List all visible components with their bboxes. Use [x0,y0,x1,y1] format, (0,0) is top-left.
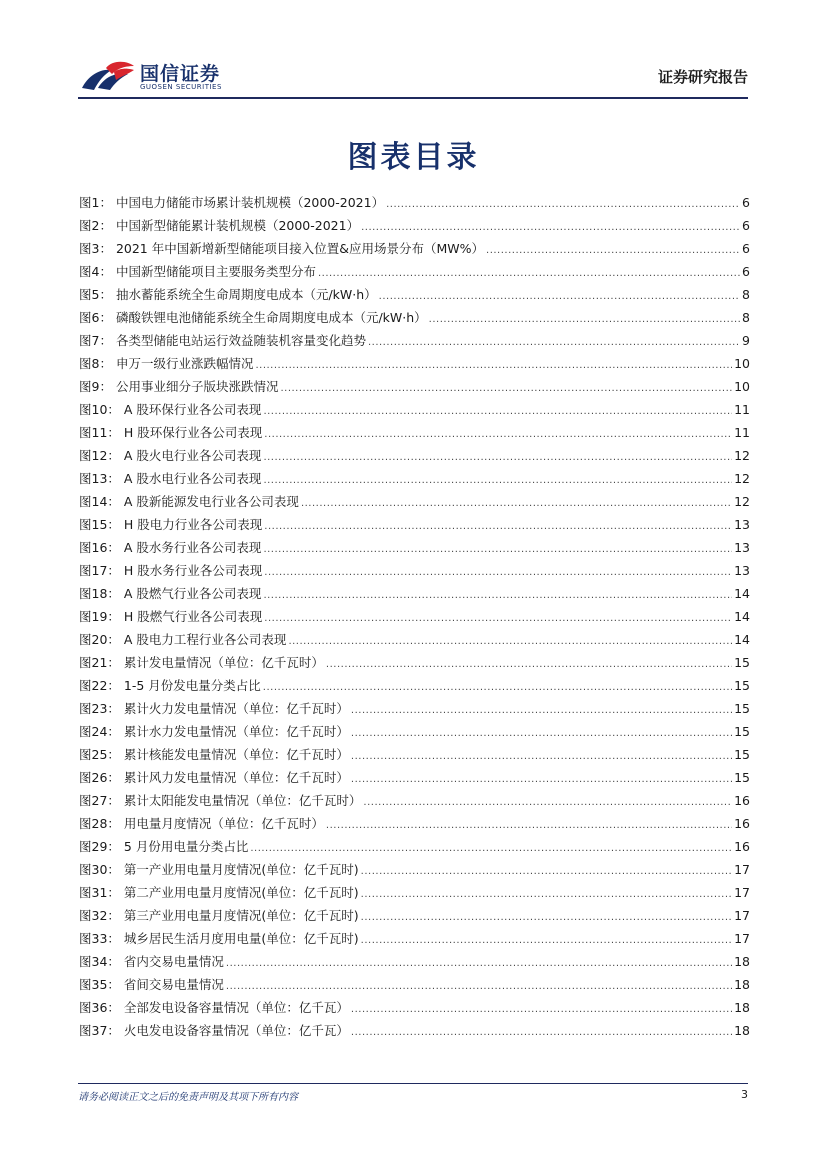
toc-entry-leader [318,268,740,279]
company-logo [78,56,238,96]
toc-entry-number: 图33： [79,931,120,946]
toc-entry[interactable] [79,653,750,676]
toc-entry-title: 中国新型储能累计装机规模（2000-2021） [115,218,360,233]
toc-entry-number: 图1： [79,195,112,210]
toc-entry-leader [250,843,732,854]
toc-entry-title: 累计水力发电量情况（单位：亿千瓦时） [123,724,349,739]
toc-entry[interactable] [79,423,750,446]
toc-entry-title: 公用事业细分子版块涨跌情况 [115,379,279,394]
footer-divider [78,1083,748,1084]
toc-entry-number: 图36： [79,1000,120,1015]
toc-entry-number: 图16： [79,540,120,555]
toc-entry-page: 16 [734,816,750,831]
toc-entry[interactable] [79,193,750,216]
toc-entry[interactable] [79,561,750,584]
toc-entry-number: 图37： [79,1023,120,1038]
toc-entry-leader [326,820,732,831]
toc-entry-title: 1-5 月份发电量分类占比 [123,678,261,693]
toc-entry-page: 14 [734,586,750,601]
toc-entry-leader [386,199,740,210]
toc-entry[interactable] [79,331,750,354]
toc-entry-leader [263,682,732,693]
toc-entry-page: 10 [734,356,750,371]
toc-entry-page: 6 [742,264,750,279]
toc-entry-title: 火电发电设备容量情况（单位：亿千瓦） [123,1023,349,1038]
toc-entry[interactable] [79,975,750,998]
toc-entry-number: 图14： [79,494,120,509]
toc-entry-page: 17 [734,885,750,900]
toc-entry-title: A 股水务行业各公司表现 [123,540,262,555]
toc-entry-title: 省内交易电量情况 [123,954,224,969]
toc-entry-title: A 股燃气行业各公司表现 [123,586,262,601]
toc-entry[interactable] [79,469,750,492]
toc-entry-page: 12 [734,448,750,463]
toc-entry-leader [429,314,740,325]
toc-entry-title: 磷酸铁锂电池储能系统全生命周期度电成本（元/kW·h） [115,310,427,325]
header-divider [78,97,748,99]
toc-entry[interactable] [79,768,750,791]
toc-entry-page: 15 [734,724,750,739]
toc-entry-number: 图18： [79,586,120,601]
page-title: 图表目录 [347,140,480,175]
toc-entry[interactable] [79,630,750,653]
toc-entry-leader [263,406,732,417]
toc-entry-page: 6 [742,195,750,210]
toc-entry-page: 16 [734,793,750,808]
toc-entry-number: 图8： [79,356,112,371]
toc-entry[interactable] [79,538,750,561]
toc-entry[interactable] [79,377,750,400]
toc-entry-title: 累计风力发电量情况（单位：亿千瓦时） [123,770,349,785]
toc-entry-leader [264,567,732,578]
toc-entry-leader [351,728,732,739]
toc-entry-number: 图32： [79,908,120,923]
toc-entry-number: 图12： [79,448,120,463]
toc-entry-page: 16 [734,839,750,854]
toc-entry-number: 图23： [79,701,120,716]
toc-entry-leader [351,705,732,716]
toc-entry-leader [379,291,740,302]
toc-entry-leader [351,1027,732,1038]
toc-entry-leader [264,429,732,440]
page-header [78,56,748,98]
toc-entry-title: 中国电力储能市场累计装机规模（2000-2021） [115,195,385,210]
toc-entry-page: 15 [734,678,750,693]
toc-entry-number: 图21： [79,655,120,670]
toc-entry-page: 14 [734,609,750,624]
toc-entry[interactable] [79,814,750,837]
toc-entry[interactable] [79,929,750,952]
toc-entry-number: 图19： [79,609,120,624]
toc-entry-leader [263,544,732,555]
logo-emblem-icon [78,58,136,94]
toc-entry[interactable] [79,883,750,906]
toc-entry-page: 14 [734,632,750,647]
toc-entry-title: 2021 年中国新增新型储能项目接入位置&应用场景分布（MW%） [115,241,485,256]
toc-entry-leader [326,659,732,670]
toc-entry-page: 13 [734,540,750,555]
toc-entry-title: 累计火力发电量情况（单位：亿千瓦时） [123,701,349,716]
toc-entry-page: 18 [734,1000,750,1015]
toc-entry-title: A 股新能源发电行业各公司表现 [123,494,299,509]
toc-entry[interactable] [79,216,750,239]
toc-entry-page: 17 [734,908,750,923]
toc-entry[interactable] [79,837,750,860]
toc-entry-number: 图26： [79,770,120,785]
toc-entry-leader [351,1004,732,1015]
toc-entry[interactable] [79,607,750,630]
toc-entry-number: 图2： [79,218,112,233]
toc-entry-number: 图17： [79,563,120,578]
toc-entry-page: 11 [734,402,750,417]
toc-entry-page: 12 [734,471,750,486]
toc-entry-leader [368,337,740,348]
toc-entry[interactable] [79,722,750,745]
toc-entry[interactable] [79,354,750,377]
toc-entry-number: 图11： [79,425,120,440]
page-number: 3 [741,1088,748,1101]
toc-entry[interactable] [79,400,750,423]
toc-entry-title: H 股水务行业各公司表现 [123,563,263,578]
toc-entry-page: 11 [734,425,750,440]
toc-entry[interactable] [79,998,750,1021]
toc-entry-page: 15 [734,747,750,762]
toc-entry-leader [361,866,732,877]
toc-entry[interactable] [79,262,750,285]
toc-entry-leader [363,797,732,808]
toc-entry[interactable] [79,515,750,538]
toc-entry-title: A 股水电行业各公司表现 [123,471,262,486]
toc-entry-title: 累计核能发电量情况（单位：亿千瓦时） [123,747,349,762]
toc-entry-number: 图30： [79,862,120,877]
toc-entry-leader [226,981,732,992]
toc-entry-leader [351,774,732,785]
toc-entry-leader [263,590,732,601]
toc-entry-title: A 股火电行业各公司表现 [123,448,262,463]
toc-entry-number: 图34： [79,954,120,969]
toc-entry-page: 12 [734,494,750,509]
figure-toc-list [79,193,750,1044]
toc-entry[interactable] [79,285,750,308]
logo-chinese-name: 国信证券 [140,63,221,85]
toc-entry-number: 图13： [79,471,120,486]
toc-entry-page: 13 [734,563,750,578]
toc-entry-number: 图4： [79,264,112,279]
toc-entry-title: 省间交易电量情况 [123,977,224,992]
toc-entry-page: 15 [734,655,750,670]
toc-entry-title: 第一产业用电量月度情况(单位：亿千瓦时) [123,862,359,877]
toc-entry[interactable] [79,952,750,975]
toc-entry[interactable] [79,791,750,814]
toc-entry-number: 图5： [79,287,112,302]
toc-entry[interactable] [79,584,750,607]
toc-entry-title: 全部发电设备容量情况（单位：亿千瓦） [123,1000,349,1015]
toc-entry-number: 图3： [79,241,112,256]
toc-entry-title: 累计发电量情况（单位：亿千瓦时） [123,655,324,670]
toc-entry-number: 图6： [79,310,112,325]
toc-entry-leader [264,613,732,624]
toc-entry-page: 8 [742,287,750,302]
toc-entry-number: 图24： [79,724,120,739]
toc-entry-number: 图20： [79,632,120,647]
toc-entry-title: A 股环保行业各公司表现 [123,402,262,417]
toc-entry[interactable] [79,860,750,883]
toc-entry-number: 图31： [79,885,120,900]
toc-entry-title: H 股燃气行业各公司表现 [123,609,263,624]
toc-entry-title: 第三产业用电量月度情况(单位：亿千瓦时) [123,908,359,923]
toc-entry-leader [263,452,732,463]
toc-entry-page: 17 [734,931,750,946]
toc-entry-title: H 股电力行业各公司表现 [123,517,263,532]
toc-entry-page: 15 [734,770,750,785]
toc-entry[interactable] [79,699,750,722]
toc-entry[interactable] [79,676,750,699]
toc-entry-number: 图15： [79,517,120,532]
toc-entry-leader [255,360,732,371]
toc-entry[interactable] [79,446,750,469]
toc-entry-title: 用电量月度情况（单位：亿千瓦时） [123,816,324,831]
toc-entry-page: 13 [734,517,750,532]
footer-disclaimer: 请务必阅读正文之后的免责声明及其项下所有内容 [78,1092,298,1103]
toc-entry-leader [263,475,732,486]
toc-entry-leader [288,636,732,647]
toc-entry-title: 中国新型储能项目主要服务类型分布 [115,264,316,279]
toc-entry-leader [361,912,732,923]
toc-entry-page: 18 [734,1023,750,1038]
toc-entry-leader [301,498,732,509]
toc-entry-number: 图29： [79,839,120,854]
toc-entry-number: 图35： [79,977,120,992]
toc-entry-leader [361,889,732,900]
toc-entry-page: 6 [742,241,750,256]
toc-entry[interactable] [79,1021,750,1044]
toc-entry-title: 城乡居民生活月度用电量(单位：亿千瓦时) [123,931,359,946]
toc-entry-page: 17 [734,862,750,877]
toc-entry-title: 第二产业用电量月度情况(单位：亿千瓦时) [123,885,359,900]
toc-entry-page: 18 [734,954,750,969]
toc-entry-number: 图27： [79,793,120,808]
toc-entry-number: 图10： [79,402,120,417]
toc-entry-title: 累计太阳能发电量情况（单位：亿千瓦时） [123,793,362,808]
toc-entry-number: 图25： [79,747,120,762]
toc-entry-page: 18 [734,977,750,992]
toc-entry[interactable] [79,492,750,515]
toc-entry-title: 抽水蓄能系统全生命周期度电成本（元/kW·h） [115,287,377,302]
toc-entry-leader [351,751,732,762]
toc-entry-number: 图9： [79,379,112,394]
toc-entry-leader [226,958,732,969]
toc-entry-number: 图28： [79,816,120,831]
toc-entry-leader [280,383,732,394]
toc-entry-leader [486,245,740,256]
toc-entry[interactable] [79,745,750,768]
toc-entry-title: A 股电力工程行业各公司表现 [123,632,287,647]
toc-entry-title: H 股环保行业各公司表现 [123,425,263,440]
toc-entry-leader [361,935,732,946]
toc-entry[interactable] [79,906,750,929]
toc-entry-title: 申万一级行业涨跌幅情况 [115,356,254,371]
toc-entry-leader [264,521,732,532]
toc-entry-number: 图22： [79,678,120,693]
toc-entry-number: 图7： [79,333,112,348]
toc-entry-page: 15 [734,701,750,716]
toc-entry-page: 8 [742,310,750,325]
toc-entry[interactable] [79,308,750,331]
toc-entry-page: 9 [742,333,750,348]
logo-english-name: GUOSEN SECURITIES [140,83,222,91]
toc-entry-title: 各类型储能电站运行效益随装机容量变化趋势 [115,333,366,348]
toc-entry-title: 5 月份用电量分类占比 [123,839,249,854]
toc-entry[interactable] [79,239,750,262]
toc-entry-page: 10 [734,379,750,394]
toc-entry-leader [361,222,740,233]
toc-entry-page: 6 [742,218,750,233]
report-type-label: 证券研究报告 [657,68,748,86]
